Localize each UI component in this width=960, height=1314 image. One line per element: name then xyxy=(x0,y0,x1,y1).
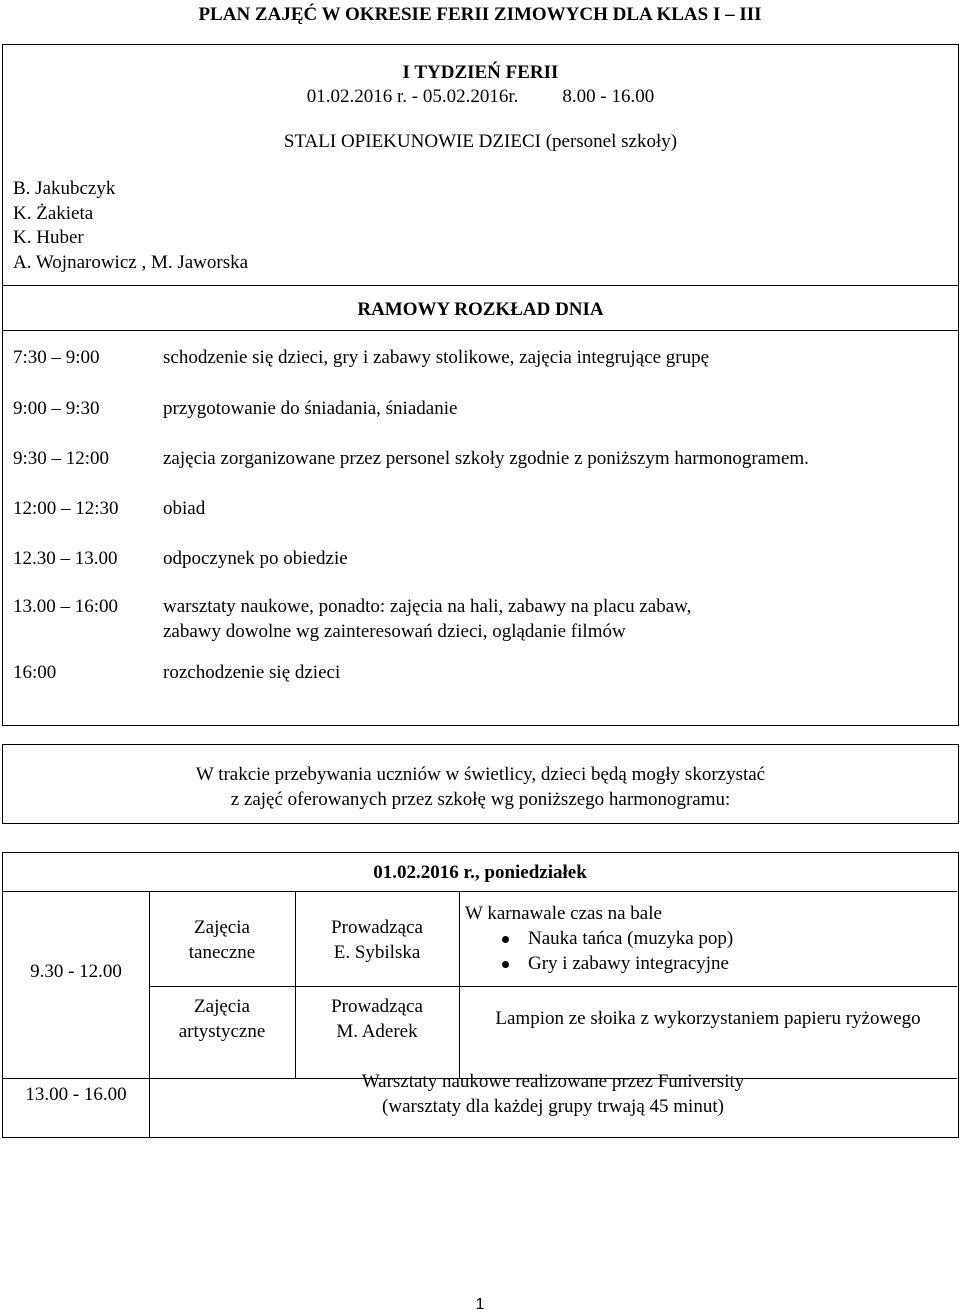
week-box xyxy=(2,44,959,726)
divider xyxy=(459,891,460,1078)
info-text xyxy=(3,762,958,812)
schedule-desc: przygotowanie do śniadania, śniadanie xyxy=(163,398,458,419)
list-item: Gry i zabawy integracyjne xyxy=(465,951,955,976)
activity-heading: W karnawale czas na bale xyxy=(465,903,662,924)
week-dates-line xyxy=(3,86,958,108)
divider xyxy=(3,285,958,286)
divider xyxy=(3,330,958,331)
activity-lead-line: E. Sybilska xyxy=(333,942,421,963)
activity-name-line: artystyczne xyxy=(178,1021,266,1042)
day-weekday: , poniedziałek xyxy=(474,862,587,883)
activity-name-line: taneczne xyxy=(188,942,256,963)
schedule-desc: obiad xyxy=(163,498,206,519)
activity-lead xyxy=(295,915,459,965)
schedule-desc-line: zabawy dowolne wg zainteresowań dzieci, oglądanie filmów xyxy=(163,621,626,642)
info-box xyxy=(2,744,959,824)
caretaker: K. Huber xyxy=(13,227,84,248)
schedule-heading: RAMOWY ROZKŁAD DNIA xyxy=(357,299,604,320)
schedule-time: 16:00 xyxy=(13,662,57,683)
activity-lead-line: M. Aderek xyxy=(336,1021,418,1042)
schedule-desc: zajęcia zorganizowane przez personel szkoły zgodnie z poniższym harmonogramem. xyxy=(163,448,809,469)
caretaker: B. Jakubczyk xyxy=(13,178,116,199)
activity-name-line: Zajęcia xyxy=(194,996,250,1017)
activity-desc: Lampion ze słoika z wykorzystaniem papieru ryżowego xyxy=(495,1008,921,1029)
afternoon-desc xyxy=(149,1069,957,1119)
day-table xyxy=(2,852,959,1138)
activity-name xyxy=(149,915,295,965)
page-title: PLAN ZAJĘĆ W OKRESIE FERII ZIMOWYCH DLA KLAS I – III xyxy=(198,4,762,25)
afternoon-line: (warsztaty dla każdej grupy trwają 45 minut) xyxy=(382,1096,724,1117)
caretakers-heading: STALI OPIEKUNOWIE DZIECI (personel szkoły) xyxy=(283,131,678,152)
activity-lead xyxy=(295,994,459,1044)
activity-lead-line: Prowadząca xyxy=(331,996,423,1017)
schedule-desc-line: warsztaty naukowe, ponadto: zajęcia na hali, zabawy na placu zabaw, xyxy=(163,596,692,617)
divider xyxy=(149,986,957,987)
schedule-time: 9:30 – 12:00 xyxy=(13,448,110,469)
schedule-desc: odpoczynek po obiedzie xyxy=(163,548,348,569)
activity-name-line: Zajęcia xyxy=(194,917,250,938)
list-item: Nauka tańca (muzyka pop) xyxy=(465,926,955,951)
page-number: 1 xyxy=(475,1296,485,1313)
schedule-time: 7:30 – 9:00 xyxy=(13,347,100,368)
divider xyxy=(3,891,957,892)
schedule-desc: rozchodzenie się dzieci xyxy=(163,662,341,683)
day-date: 01.02.2016 r. xyxy=(373,862,475,883)
afternoon-line: Warsztaty naukowe realizowane przez Funiversity xyxy=(361,1071,745,1092)
activity-lead-line: Prowadząca xyxy=(331,917,423,938)
day-header xyxy=(3,860,957,885)
schedule-desc: schodzenie się dzieci, gry i zabawy stolikowe, zajęcia integrujące grupę xyxy=(163,347,710,368)
week-dates: 01.02.2016 r. - 05.02.2016r. xyxy=(306,86,519,107)
week-heading: I TYDZIEŃ FERII xyxy=(402,62,559,83)
schedule-time: 13.00 – 16:00 xyxy=(13,596,119,617)
afternoon-time: 13.00 - 16.00 xyxy=(25,1084,127,1105)
activity-desc xyxy=(465,901,955,976)
schedule-time: 12.30 – 13.00 xyxy=(13,548,118,569)
caretakers-list xyxy=(13,177,248,275)
info-line: W trakcie przebywania uczniów w świetlicy, dzieci będą mogły skorzystać xyxy=(195,764,766,785)
week-hours: 8.00 - 16.00 xyxy=(562,86,655,107)
caretaker: A. Wojnarowicz , M. Jaworska xyxy=(13,251,249,273)
schedule-desc xyxy=(163,594,953,644)
activity-name xyxy=(149,994,295,1044)
caretaker: K. Żakieta xyxy=(13,202,94,224)
info-line: z zajęć oferowanych przez szkołę wg poniższego harmonogramu: xyxy=(230,789,731,810)
schedule-time: 12:00 – 12:30 xyxy=(13,498,119,519)
morning-time: 9.30 - 12.00 xyxy=(30,961,122,982)
schedule-time: 9:00 – 9:30 xyxy=(13,398,100,419)
activity-list xyxy=(465,926,955,976)
